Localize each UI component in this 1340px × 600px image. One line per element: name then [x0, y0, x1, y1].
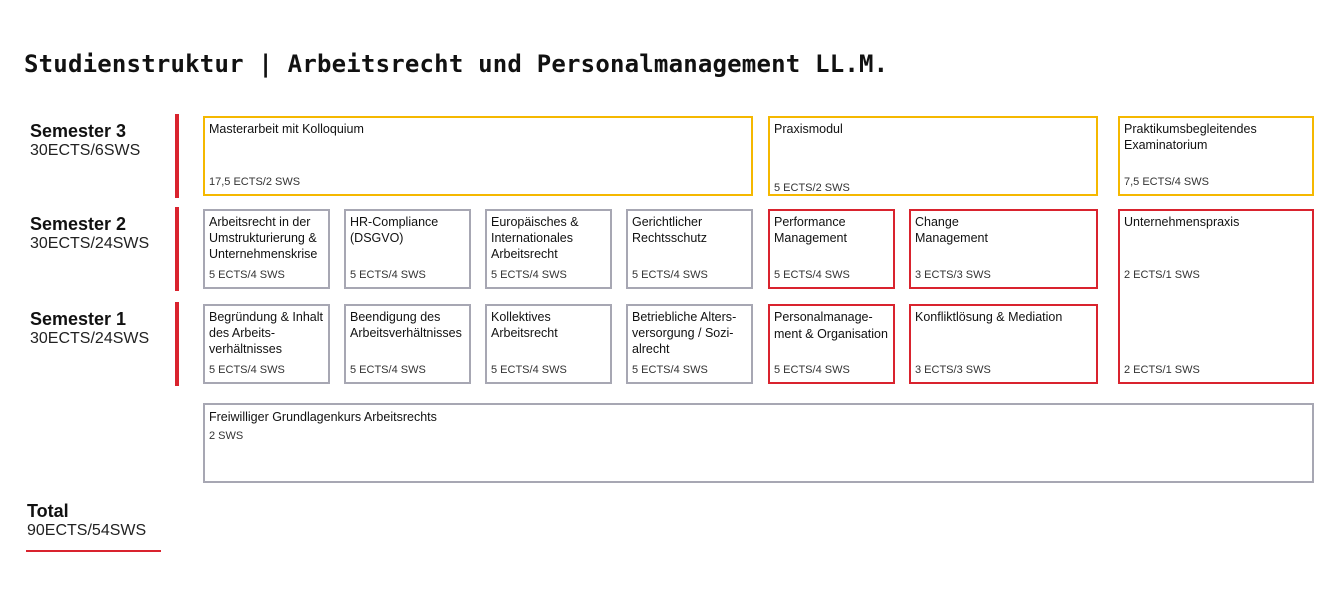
module-name: Unternehmenspraxis: [1124, 215, 1240, 229]
module-name: Praxismodul: [774, 122, 843, 136]
module-name: Masterarbeit mit Kolloquium: [209, 122, 364, 136]
semester-summary: 30ECTS/24SWS: [30, 235, 150, 252]
module-name: Betriebliche Altersversorgung / Sozialrecht: [632, 310, 737, 356]
module-info: 5 ECTS/4 SWS: [350, 269, 426, 281]
module-unternehmenspraxis: [1118, 209, 1314, 384]
module-europaeisches: [485, 209, 612, 289]
module-kollektives: [485, 304, 612, 384]
module-name: Arbeitsrecht in der Umstrukturierung & Unternehmenskrise: [209, 215, 318, 261]
module-examinatorium: [1118, 116, 1314, 196]
module-info: 2 ECTS/1 SWS: [1124, 364, 1200, 376]
module-name: Performance Management: [774, 215, 847, 245]
module-personalmanagement: [768, 304, 895, 384]
module-name: Beendigung des Arbeitsverhältnisses: [350, 310, 462, 340]
module-performance: [768, 209, 895, 289]
module-name: Europäisches & Internationales Arbeitsrecht: [491, 215, 579, 261]
module-umstrukturierung: [203, 209, 330, 289]
module-name: Gerichtlicher Rechtsschutz: [632, 215, 708, 245]
module-masterarbeit: [203, 116, 753, 196]
total-name: Total: [27, 501, 69, 521]
module-info: 2 ECTS/1 SWS: [1124, 269, 1200, 281]
semester-1-bar: [175, 302, 179, 386]
module-name: Begründung & Inhalt des Arbeitsverhältnisses: [209, 310, 323, 356]
module-info: 5 ECTS/4 SWS: [209, 364, 285, 376]
semester-summary: 30ECTS/6SWS: [30, 142, 141, 159]
module-info: 5 ECTS/4 SWS: [350, 364, 426, 376]
module-altersversorgung: [626, 304, 753, 384]
total-label: [27, 500, 146, 540]
module-info: 3 ECTS/3 SWS: [915, 269, 991, 281]
module-info: 2 SWS: [209, 430, 244, 442]
module-info: 5 ECTS/4 SWS: [774, 364, 850, 376]
module-name: Freiwilliger Grundlagenkurs Arbeitsrechts: [209, 410, 437, 424]
semester-2-bar: [175, 207, 179, 291]
semester-1-label: [30, 308, 149, 348]
semester-3-label: [30, 120, 140, 160]
module-info: 5 ECTS/4 SWS: [491, 364, 567, 376]
module-info: 5 ECTS/4 SWS: [632, 364, 708, 376]
semester-2-label: [30, 213, 149, 253]
module-name: Personalmanagement & Organisation: [774, 310, 888, 341]
module-info: 5 ECTS/4 SWS: [632, 269, 708, 281]
module-info: 5 ECTS/4 SWS: [209, 269, 285, 281]
module-info: 5 ECTS/4 SWS: [774, 269, 850, 281]
module-grundlagenkurs: [203, 403, 1314, 483]
module-hr-compliance: [344, 209, 471, 289]
module-name: Praktikumsbegleitendes Examinatorium: [1124, 122, 1257, 152]
total-underline: [26, 550, 161, 552]
semester-summary: 30ECTS/24SWS: [30, 330, 150, 347]
semester-name: Semester 3: [30, 121, 127, 141]
semester-name: Semester 1: [30, 309, 127, 329]
module-beendigung: [344, 304, 471, 384]
module-praxismodul: [768, 116, 1098, 196]
total-summary: 90ECTS/54SWS: [27, 522, 147, 539]
module-info: 5 ECTS/2 SWS: [774, 182, 850, 194]
module-name: Change Management: [915, 215, 988, 245]
semester-3-bar: [175, 114, 179, 198]
module-info: 3 ECTS/3 SWS: [915, 364, 991, 376]
module-change: [909, 209, 1098, 289]
module-info: 5 ECTS/4 SWS: [491, 269, 567, 281]
module-name: Kollektives Arbeitsrecht: [491, 310, 558, 340]
module-name: HR-Compliance (DSGVO): [350, 215, 439, 245]
module-begruendung: [203, 304, 330, 384]
module-konflikt: [909, 304, 1098, 384]
module-info: 17,5 ECTS/2 SWS: [209, 176, 301, 188]
module-name: Konfliktlösung & Mediation: [915, 310, 1063, 324]
semester-name: Semester 2: [30, 214, 127, 234]
module-rechtsschutz: [626, 209, 753, 289]
page-title: Studienstruktur | Arbeitsrecht und Personalmanagement LL.M.: [24, 50, 889, 78]
module-info: 7,5 ECTS/4 SWS: [1124, 176, 1209, 188]
